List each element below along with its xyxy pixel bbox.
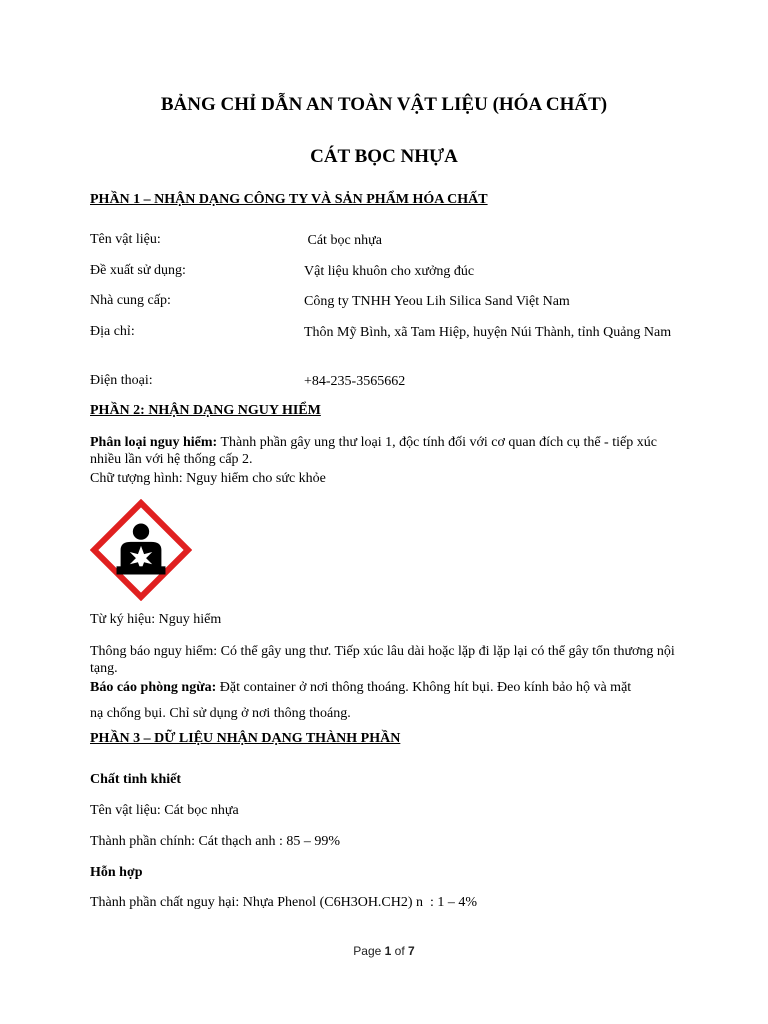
precaution-label: Báo cáo phòng ngừa:: [90, 680, 217, 695]
hazardous-component: Thành phần chất nguy hại: Nhựa Phenol (C6H3OH.CH2) n : 1 – 4%: [90, 895, 478, 910]
composition-material-name: Tên vật liệu: Cát bọc nhựa: [90, 803, 239, 818]
label-recommended-use: Đề xuất sử dụng:: [90, 263, 186, 278]
pictogram-caption: Chữ tượng hình: Nguy hiểm cho sức khỏe: [90, 471, 326, 486]
precautionary-statement: [90, 679, 690, 696]
hazard-classification-text: Thành phần gây ung thư loại 1, độc tính đối với cơ quan đích cụ thể - tiếp xúc nhiều lần với hệ thống cấp 2.: [90, 435, 657, 467]
main-component: Thành phần chính: Cát thạch anh : 85 – 99%: [90, 834, 340, 849]
document-title: BẢNG CHỈ DẪN AN TOÀN VẬT LIỆU (HÓA CHẤT): [160, 94, 608, 115]
value-recommended-use: Vật liệu khuôn cho xưởng đúc: [304, 264, 475, 279]
value-address: Thôn Mỹ Bình, xã Tam Hiệp, huyện Núi Thành, tỉnh Quảng Nam: [304, 325, 672, 340]
hazard-classification-label: Phân loại nguy hiểm:: [90, 435, 218, 450]
label-supplier: Nhà cung cấp:: [90, 293, 171, 308]
section-2-heading: PHẦN 2: NHẬN DẠNG NGUY HIỂM: [90, 403, 321, 418]
product-title: CÁT BỌC NHỰA: [310, 146, 458, 167]
label-material-name: Tên vật liệu:: [90, 232, 161, 247]
precaution-text-line1: Đặt container ở nơi thông thoáng. Không hít bụi. Đeo kính bảo hộ và mặt: [216, 680, 632, 695]
hazard-classification: [90, 434, 690, 468]
page-number: [0, 944, 768, 958]
health-hazard-icon: [90, 499, 192, 601]
section-3-heading: PHẦN 3 – DỮ LIỆU NHẬN DẠNG THÀNH PHẦN: [90, 731, 401, 746]
mixture-heading: Hỗn hợp: [90, 865, 143, 880]
label-address: Địa chỉ:: [90, 324, 135, 339]
hazard-statement: Thông báo nguy hiểm: Có thể gây ung thư. Tiếp xúc lâu dài hoặc lặp đi lặp lại có thể gây tổn thương nội tạng.: [90, 644, 675, 676]
signal-word: Từ ký hiệu: Nguy hiểm: [90, 612, 222, 627]
page-current: 1: [384, 944, 392, 958]
section-1-heading: PHẦN 1 – NHẬN DẠNG CÔNG TY VÀ SẢN PHẨM HÓA CHẤT: [90, 192, 488, 207]
pure-substance-heading: Chất tinh khiết: [90, 772, 182, 787]
value-phone: +84-235-3565662: [304, 374, 406, 389]
precaution-text-line2: nạ chống bụi. Chỉ sử dụng ở nơi thông thoáng.: [90, 706, 351, 721]
page-total: 7: [408, 944, 415, 958]
page-of: of: [391, 944, 409, 958]
label-phone: Điện thoại:: [90, 373, 153, 388]
page-prefix: Page: [353, 944, 385, 958]
value-material-name: Cát bọc nhựa: [304, 233, 382, 248]
value-supplier: Công ty TNHH Yeou Lih Silica Sand Việt Nam: [304, 294, 570, 309]
